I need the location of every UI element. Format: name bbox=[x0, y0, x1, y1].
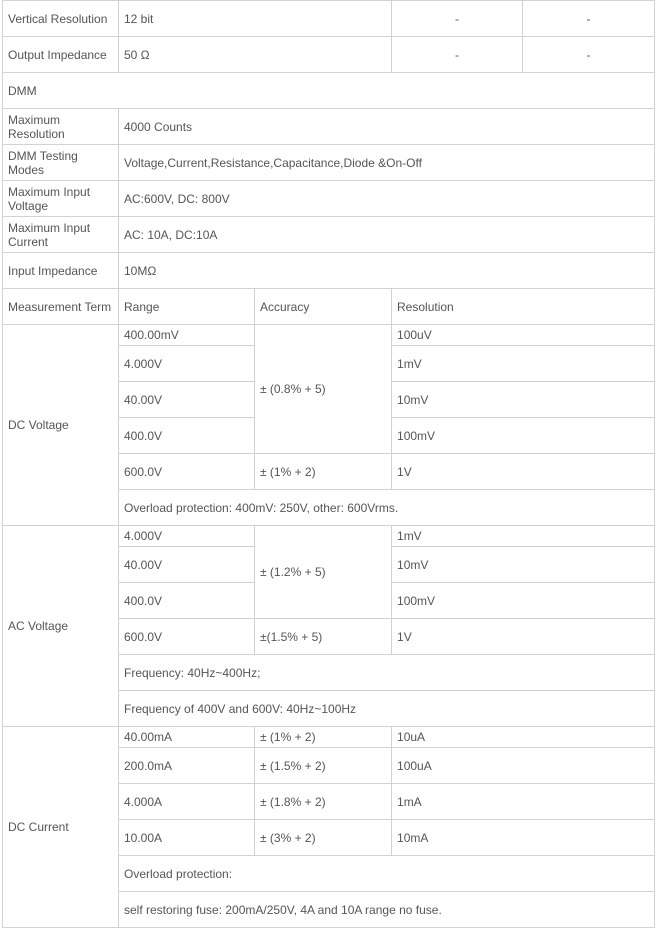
note-cell: Overload protection: 400mV: 250V, other: 600Vrms. bbox=[119, 490, 655, 526]
accuracy-cell: ± (1% + 2) bbox=[255, 454, 392, 490]
row-value: Voltage,Current,Resistance,Capacitance,Diode &On-Off bbox=[119, 145, 655, 181]
row-value: AC:600V, DC: 800V bbox=[119, 181, 655, 217]
accuracy-cell: ± (0.8% + 5) bbox=[255, 325, 392, 454]
range-cell: 4.000V bbox=[119, 526, 255, 547]
dash-cell: - bbox=[523, 37, 655, 73]
table-row bbox=[3, 526, 655, 547]
accuracy-cell: ± (1.8% + 2) bbox=[255, 784, 392, 820]
range-cell: 40.00V bbox=[119, 382, 255, 418]
range-cell: 200.0mA bbox=[119, 748, 255, 784]
row-label: Vertical Resolution bbox=[3, 1, 119, 37]
row-label: Maximum Input Voltage bbox=[3, 181, 119, 217]
table-row bbox=[3, 37, 655, 73]
table-row bbox=[3, 727, 655, 748]
accuracy-cell: ± (1% + 2) bbox=[255, 727, 392, 748]
row-label: DMM Testing Modes bbox=[3, 145, 119, 181]
row-value: 50 Ω bbox=[119, 37, 392, 73]
note-cell: Frequency of 400V and 600V: 40Hz~100Hz bbox=[119, 691, 655, 727]
resolution-cell: 100mV bbox=[392, 418, 655, 454]
range-cell: 4.000V bbox=[119, 346, 255, 382]
group-label-dc-current: DC Current bbox=[3, 727, 119, 928]
row-label: Maximum Input Current bbox=[3, 217, 119, 253]
row-value: 4000 Counts bbox=[119, 109, 655, 145]
range-cell: 600.0V bbox=[119, 454, 255, 490]
group-label-dc-voltage: DC Voltage bbox=[3, 325, 119, 526]
resolution-cell: 10uA bbox=[392, 727, 655, 748]
accuracy-cell: ± (1.5% + 2) bbox=[255, 748, 392, 784]
range-cell: 400.0V bbox=[119, 583, 255, 619]
range-cell: 40.00V bbox=[119, 547, 255, 583]
resolution-cell: 1V bbox=[392, 454, 655, 490]
dash-cell: - bbox=[523, 1, 655, 37]
resolution-cell: 10mV bbox=[392, 382, 655, 418]
table-row bbox=[3, 1, 655, 37]
note-cell: self restoring fuse: 200mA/250V, 4A and 10A range no fuse. bbox=[119, 892, 655, 928]
dash-cell: - bbox=[392, 1, 523, 37]
resolution-cell: 100mV bbox=[392, 583, 655, 619]
accuracy-cell: ± (1.2% + 5) bbox=[255, 526, 392, 619]
table-row bbox=[3, 145, 655, 181]
range-cell: 10.00A bbox=[119, 820, 255, 856]
resolution-cell: 10mA bbox=[392, 820, 655, 856]
table-row bbox=[3, 109, 655, 145]
row-label: Output Impedance bbox=[3, 37, 119, 73]
resolution-cell: 10mV bbox=[392, 547, 655, 583]
range-cell: 400.0V bbox=[119, 418, 255, 454]
resolution-cell: 100uA bbox=[392, 748, 655, 784]
range-cell: 4.000A bbox=[119, 784, 255, 820]
resolution-cell: 100uV bbox=[392, 325, 655, 346]
spec-table bbox=[2, 0, 655, 928]
resolution-cell: 1mV bbox=[392, 526, 655, 547]
row-value: AC: 10A, DC:10A bbox=[119, 217, 655, 253]
range-cell: 40.00mA bbox=[119, 727, 255, 748]
group-label-ac-voltage: AC Voltage bbox=[3, 526, 119, 727]
table-row bbox=[3, 253, 655, 289]
resolution-cell: 1mA bbox=[392, 784, 655, 820]
table-row bbox=[3, 181, 655, 217]
accuracy-cell: ±(1.5% + 5) bbox=[255, 619, 392, 655]
table-row bbox=[3, 325, 655, 346]
resolution-cell: 1V bbox=[392, 619, 655, 655]
column-header-range: Range bbox=[119, 289, 255, 325]
column-header-accuracy: Accuracy bbox=[255, 289, 392, 325]
resolution-cell: 1mV bbox=[392, 346, 655, 382]
range-cell: 600.0V bbox=[119, 619, 255, 655]
row-label: Measurement Term bbox=[3, 289, 119, 325]
dash-cell: - bbox=[392, 37, 523, 73]
column-header-resolution: Resolution bbox=[392, 289, 655, 325]
row-label: Maximum Resolution bbox=[3, 109, 119, 145]
note-cell: Overload protection: bbox=[119, 856, 655, 892]
section-title: DMM bbox=[3, 73, 655, 109]
row-value: 12 bit bbox=[119, 1, 392, 37]
table-row bbox=[3, 217, 655, 253]
note-cell: Frequency: 40Hz~400Hz; bbox=[119, 655, 655, 691]
row-label: Input Impedance bbox=[3, 253, 119, 289]
range-cell: 400.00mV bbox=[119, 325, 255, 346]
section-row bbox=[3, 73, 655, 109]
header-row bbox=[3, 289, 655, 325]
row-value: 10MΩ bbox=[119, 253, 655, 289]
accuracy-cell: ± (3% + 2) bbox=[255, 820, 392, 856]
